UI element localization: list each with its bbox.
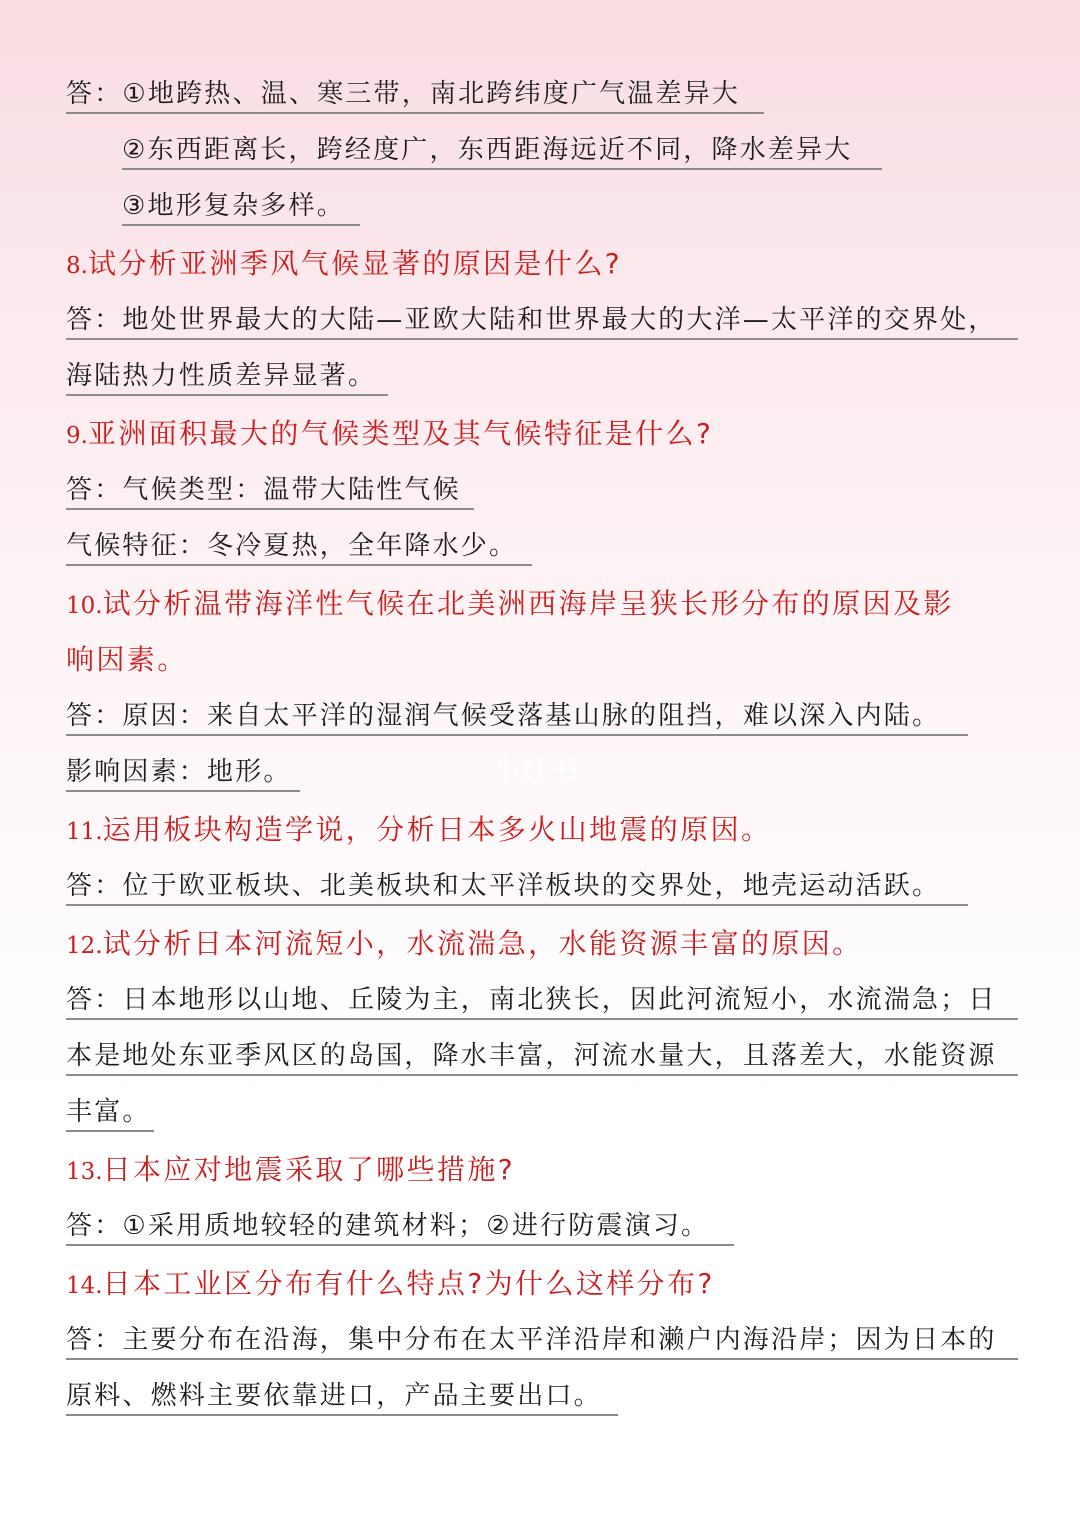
answer-10-line-2: 影响因素：地形。 <box>66 754 300 792</box>
question-8-number: 8. <box>66 253 88 279</box>
answer-14-line-2: 原料、燃料主要依靠进口，产品主要出口。 <box>66 1378 618 1416</box>
question-12-text: 试分析日本河流短小，水流湍急，水能资源丰富的原因。 <box>102 927 863 960</box>
answer-11: 答：位于欧亚板块、北美板块和太平洋板块的交界处，地壳运动活跃。 <box>66 868 968 906</box>
answer-8-line-1: 答：地处世界最大的大陆—亚欧大陆和世界最大的大洋—太平洋的交界处， <box>66 302 1018 340</box>
answer-7-line-3: ③地形复杂多样。 <box>122 188 360 226</box>
answer-13: 答：①采用质地较轻的建筑材料；②进行防震演习。 <box>66 1208 734 1246</box>
answer-9-line-1: 答：气候类型：温带大陆性气候 <box>66 472 474 510</box>
question-10-line-1 <box>66 586 954 624</box>
question-14 <box>66 1266 715 1304</box>
answer-7-line-2: ②东西距离长，跨经度广，东西距海远近不同，降水差异大 <box>122 132 882 170</box>
question-11-number: 11. <box>66 819 103 845</box>
question-9 <box>66 416 713 454</box>
question-13-number: 13. <box>66 1159 103 1185</box>
answer-7-line-1: 答：①地跨热、温、寒三带，南北跨纬度广气温差异大 <box>66 76 764 114</box>
answer-10-line-1: 答：原因：来自太平洋的湿润气候受落基山脉的阻挡，难以深入内陆。 <box>66 698 968 736</box>
question-10-number: 10. <box>66 593 103 619</box>
question-8 <box>66 246 622 284</box>
question-14-number: 14. <box>66 1273 103 1299</box>
answer-8-line-2: 海陆热力性质差异显著。 <box>66 358 388 396</box>
question-10-text: 试分析温带海洋性气候在北美洲西海岸呈狭长形分布的原因及影 <box>102 587 954 620</box>
answer-14-line-1: 答：主要分布在沿海，集中分布在太平洋沿岸和濑户内海沿岸；因为日本的 <box>66 1322 1018 1360</box>
answer-12-line-3: 丰富。 <box>66 1094 154 1132</box>
question-11-text: 运用板块构造学说，分析日本多火山地震的原因。 <box>102 813 772 846</box>
answer-12-line-1: 答：日本地形以山地、丘陵为主，南北狭长，因此河流短小，水流湍急；日 <box>66 982 1018 1020</box>
question-12-number: 12. <box>66 933 103 959</box>
question-8-text: 试分析亚洲季风气候显著的原因是什么? <box>87 247 623 280</box>
xiaohongshu-watermark: 小红书 <box>492 753 580 786</box>
answer-9-line-2: 气候特征：冬冷夏热，全年降水少。 <box>66 528 532 566</box>
question-12 <box>66 926 863 964</box>
question-11 <box>66 812 771 850</box>
question-9-text: 亚洲面积最大的气候类型及其气候特征是什么? <box>87 417 714 450</box>
question-13 <box>66 1152 515 1190</box>
question-10-line-2: 响因素。 <box>66 643 188 676</box>
answer-12-line-2: 本是地处东亚季风区的岛国，降水丰富，河流水量大，且落差大，水能资源 <box>66 1038 1018 1076</box>
question-9-number: 9. <box>66 423 88 449</box>
question-13-text: 日本应对地震采取了哪些措施? <box>102 1153 516 1186</box>
question-14-text: 日本工业区分布有什么特点?为什么这样分布? <box>102 1267 715 1300</box>
